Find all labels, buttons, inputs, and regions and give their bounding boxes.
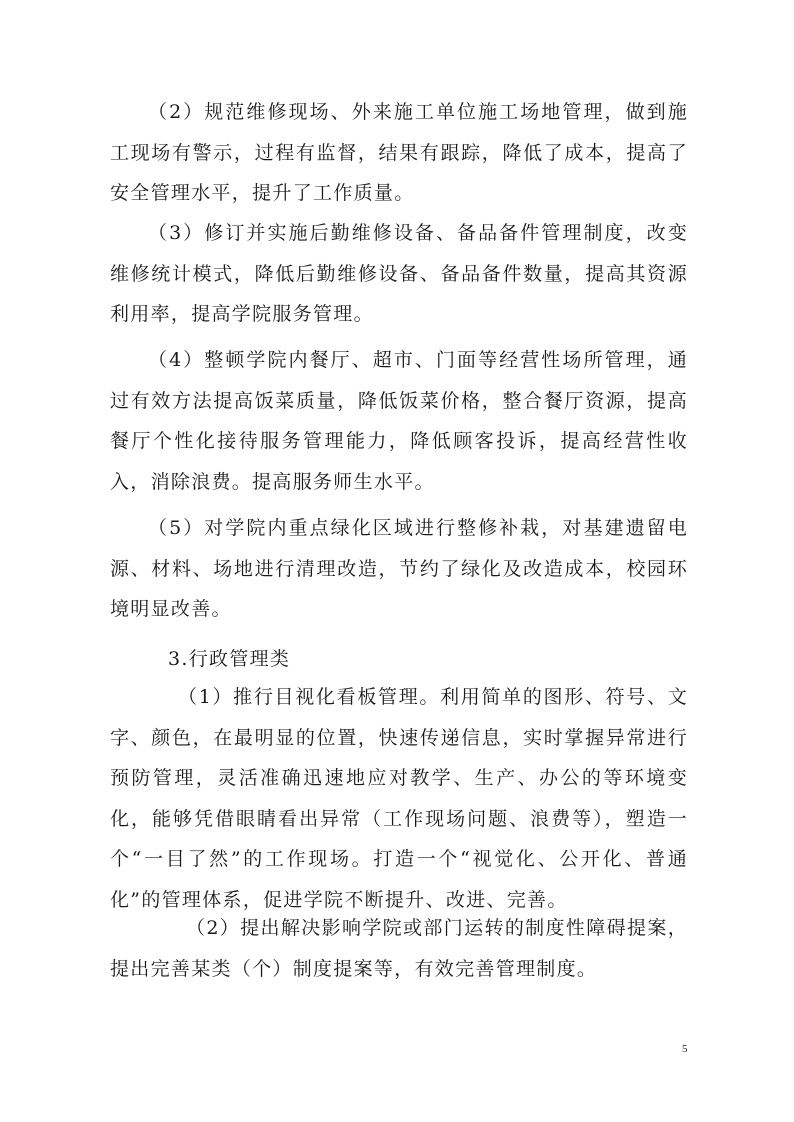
paragraph-item-2: （2）规范维修现场、外来施工单位施工场地管理，做到施工现场有警示，过程有监督，结果有跟踪，降低了成本，提高了安全管理水平，提升了工作质量。 bbox=[110, 101, 688, 204]
paragraph-item-3: （3）修订并实施后勤维修设备、备品备件管理制度，改变维修统计模式，降低后勤维修设备、备品备件数量，提高其资源利用率，提高学院服务管理。 bbox=[110, 222, 688, 325]
paragraph-item-4: （4）整顿学院内餐厅、超市、门面等经营性场所管理，通过有效方法提高饭菜质量，降低饭菜价格，整合餐厅资源，提高餐厅个性化接待服务管理能力，降低顾客投诉，提高经营性收入，消除浪费。提高服务师生水平。 bbox=[110, 349, 688, 493]
section-heading: 3.行政管理类 bbox=[168, 648, 291, 670]
paragraph-item-5: （5）对学院内重点绿化区域进行整修补栽，对基建遗留电源、材料、场地进行清理改造，节约了绿化及改造成本，校园环境明显改善。 bbox=[110, 517, 688, 620]
page-number: 5 bbox=[682, 1043, 688, 1055]
section-paragraph-item-2: （2）提出解决影响学院或部门运转的制度性障碍提案，提出完善某类（个）制度提案等，有效完善管理制度。 bbox=[110, 917, 688, 980]
section-paragraph-item-1: （1）推行目视化看板管理。利用简单的图形、符号、文字、颜色，在最明显的位置，快速传递信息，实时掌握异常进行预防管理，灵活准确迅速地应对教学、生产、办公的等环境变化，能够凭借眼睛看出异常（工作现场问题、浪费等），塑造一个“一目了然”的工作现场。打造一个“视觉化、公开化、普通化”的管理体系，促进学院不断提升、改进、完善。 bbox=[110, 686, 688, 911]
